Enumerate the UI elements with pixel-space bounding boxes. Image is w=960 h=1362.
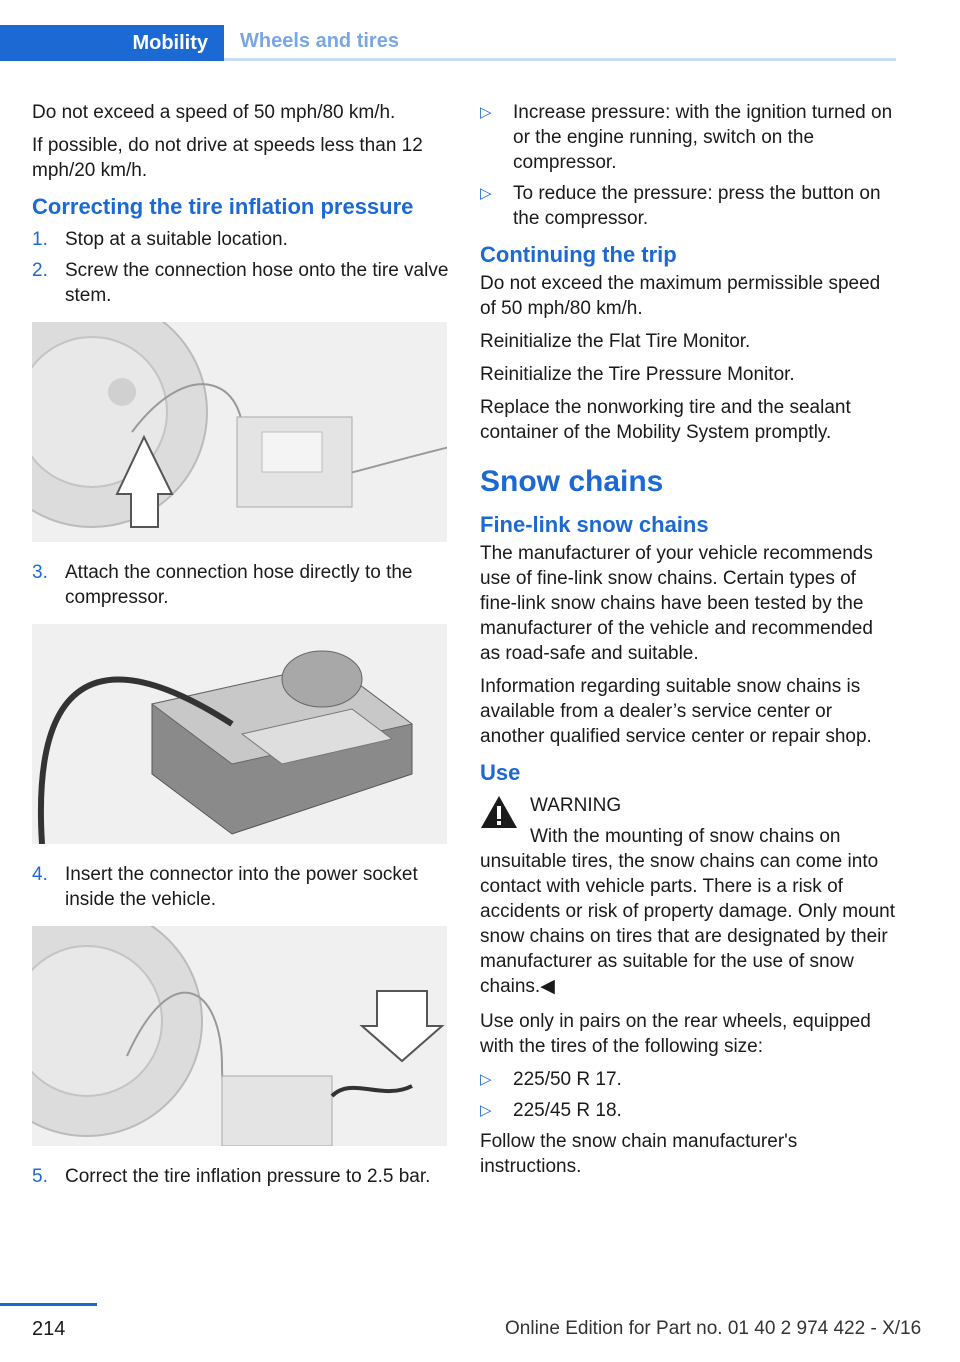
triangle-bullet-icon: ▷ xyxy=(480,1102,492,1119)
paragraph: The manufacturer of your vehicle recommends use of fine-link snow chains. Certain types of fine-link snow chains have been tested by the manufacturer of the vehicle and recommended as road-safe and suitable. xyxy=(480,543,873,664)
paragraph: Replace the nonworking tire and the sealant container of the Mobility System promptly. xyxy=(480,397,851,443)
heading-correcting-pressure: Correcting the tire inflation pressure xyxy=(32,194,414,219)
step-item: 4. Insert the connector into the power socket inside the vehicle. xyxy=(32,864,418,910)
warning-text: With the mounting of snow chains on unsuitable tires, the snow chains can come into contact with vehicle parts. There is a risk of accidents or risk of property damage. Only mount snow chains on tires that are designated by their manufacturer as suitable for the use of snow chains.◀ xyxy=(480,826,896,997)
paragraph: Follow the snow chain manufacturer's instructions. xyxy=(480,1131,798,1177)
illustration-power-connector xyxy=(32,926,447,1146)
header-tabs xyxy=(0,25,896,61)
triangle-bullet-icon: ▷ xyxy=(480,1071,492,1088)
illustration-compressor-hose xyxy=(32,624,447,844)
step-item: 1. Stop at a suitable location. xyxy=(32,229,288,250)
right-column xyxy=(480,100,898,1187)
heading-fine-link: Fine-link snow chains xyxy=(480,512,709,537)
left-column xyxy=(32,100,450,1195)
pressure-bullets xyxy=(480,100,898,231)
paragraph: Reinitialize the Flat Tire Monitor. xyxy=(480,331,751,352)
triangle-bullet-icon: ▷ xyxy=(480,185,492,202)
paragraph: Information regarding suitable snow chains is available from a dealer’s service center or another qualified service center or repair shop. xyxy=(480,676,872,747)
paragraph: Do not exceed the maximum permissible speed of 50 mph/80 km/h. xyxy=(480,273,881,319)
triangle-bullet-icon: ▷ xyxy=(480,104,492,121)
list-item: ▷ 225/45 R 18. xyxy=(480,1100,622,1121)
page-number: 214 xyxy=(32,1318,66,1340)
warning-block xyxy=(480,793,898,999)
heading-continuing-trip: Continuing the trip xyxy=(480,242,677,267)
steps-list-5 xyxy=(32,1164,450,1189)
min-speed-text: If possible, do not drive at speeds less than 12 mph/20 km/h. xyxy=(32,135,423,181)
speed-limit-text: Do not exceed a speed of 50 mph/80 km/h. xyxy=(32,102,396,123)
illustration-hose-on-valve xyxy=(32,322,447,542)
footer-accent-line xyxy=(0,1303,97,1306)
tire-size-list xyxy=(480,1067,898,1123)
list-item: ▷ 225/50 R 17. xyxy=(480,1069,622,1090)
tab-wheels-and-tires[interactable]: Wheels and tires xyxy=(224,25,896,61)
step-item: 5. Correct the tire inflation pressure to 2.5 bar. xyxy=(32,1166,431,1187)
step-item: 2. Screw the connection hose onto the tire valve stem. xyxy=(32,260,449,306)
edition-text: Online Edition for Part no. 01 40 2 974 422 - X/16 xyxy=(505,1318,922,1339)
steps-list xyxy=(32,227,450,308)
warning-title: WARNING xyxy=(530,795,622,816)
paragraph: Reinitialize the Tire Pressure Monitor. xyxy=(480,364,795,385)
heading-use: Use xyxy=(480,760,521,785)
warning-triangle-icon xyxy=(480,795,518,829)
tab-mobility[interactable]: Mobility xyxy=(0,25,224,61)
paragraph: Use only in pairs on the rear wheels, equipped with the tires of the following size: xyxy=(480,1011,871,1057)
step-item: 3. Attach the connection hose directly to the compressor. xyxy=(32,562,413,608)
steps-list-4 xyxy=(32,862,450,912)
list-item: ▷ To reduce the pressure: press the button on the compressor. xyxy=(480,183,881,229)
heading-snow-chains: Snow chains xyxy=(480,465,664,498)
steps-list-3 xyxy=(32,560,450,610)
list-item: ▷ Increase pressure: with the ignition turned on or the engine running, switch on the compressor. xyxy=(480,102,893,173)
